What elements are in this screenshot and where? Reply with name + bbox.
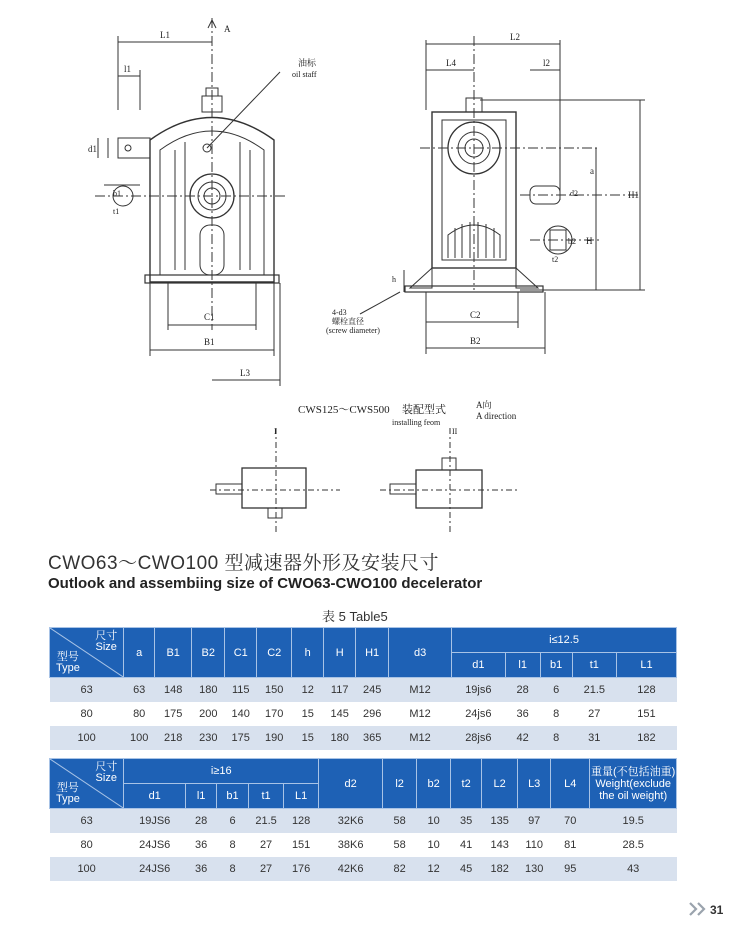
value-cell: 130 (518, 857, 551, 881)
model-cell: 100 (50, 726, 124, 750)
value-cell: 135 (482, 809, 518, 834)
value-cell: 28js6 (452, 726, 506, 750)
label-B2: B2 (470, 336, 481, 346)
double-chevron-icon (688, 902, 708, 916)
label-A: A (224, 24, 231, 34)
corner2-type-en: Type (56, 793, 80, 805)
header-H1: H1 (356, 628, 389, 678)
value-cell: 245 (356, 678, 389, 703)
label-bolt-en: (screw diameter) (326, 326, 380, 335)
model-cell: 100 (50, 857, 124, 881)
install-dir-cn: A向 (476, 400, 492, 410)
value-cell: 38K6 (319, 833, 383, 857)
corner-cell-2 (50, 759, 124, 809)
value-cell: M12 (389, 726, 452, 750)
value-cell: 8 (217, 833, 249, 857)
model-cell: 80 (50, 702, 124, 726)
header-C1: C1 (225, 628, 257, 678)
weight-line-2: Weight(exclude (595, 777, 671, 790)
corner-size-en: Size (95, 641, 117, 653)
value-cell: 32K6 (319, 809, 383, 834)
header2-d2: d2 (319, 759, 383, 809)
section-title-cn: CWO63～CWO100 型减速器外形及安装尺寸 (48, 553, 439, 574)
label-B1: B1 (204, 337, 215, 347)
model-cell: 63 (50, 809, 124, 834)
value-cell: 190 (257, 726, 292, 750)
value-cell: 175 (155, 702, 192, 726)
header2-L4: L4 (551, 759, 590, 809)
subheader2-d1: d1 (124, 784, 186, 809)
corner2-size-cn: 尺寸 (95, 761, 118, 773)
dimensions-table-2 (49, 758, 677, 881)
table-caption: 表 5 Table5 (322, 609, 388, 624)
label-t1: t1 (113, 207, 120, 216)
corner-size-cn: 尺寸 (95, 630, 118, 642)
value-cell: 41 (451, 833, 482, 857)
value-cell: 296 (356, 702, 389, 726)
value-cell: 10 (417, 809, 451, 834)
value-cell: 180 (324, 726, 356, 750)
install-mark-I: I (274, 427, 277, 436)
install-series: CWS125～CWS500 (298, 404, 390, 416)
header-a: a (124, 628, 155, 678)
value-cell: M12 (389, 702, 452, 726)
label-C1: C1 (204, 312, 215, 322)
value-cell: 58 (383, 809, 417, 834)
value-cell: 27 (249, 857, 284, 881)
header-C2: C2 (257, 628, 292, 678)
value-cell: 70 (551, 809, 590, 834)
value-cell: 12 (292, 678, 324, 703)
value-cell: 145 (324, 702, 356, 726)
value-cell: 150 (257, 678, 292, 703)
value-cell: 27 (572, 702, 616, 726)
value-cell: 42K6 (319, 857, 383, 881)
value-cell: 15 (292, 726, 324, 750)
subheader-l1: l1 (505, 653, 540, 678)
value-cell: 175 (225, 726, 257, 750)
value-cell: 151 (616, 702, 676, 726)
subheader2-t1: t1 (249, 784, 284, 809)
label-L3: L3 (240, 368, 250, 378)
value-cell: 117 (324, 678, 356, 703)
value-cell: 45 (451, 857, 482, 881)
header2-L3: L3 (518, 759, 551, 809)
label-oil-cn: 油标 (298, 58, 317, 68)
value-cell: 151 (284, 833, 319, 857)
value-cell: 6 (540, 678, 572, 703)
value-cell: 200 (192, 702, 225, 726)
model-cell: 63 (50, 678, 124, 703)
value-cell: 19.5 (590, 809, 677, 834)
value-cell: M12 (389, 678, 452, 703)
label-H: H (586, 236, 593, 246)
model-cell: 80 (50, 833, 124, 857)
value-cell: 128 (284, 809, 319, 834)
value-cell: 81 (551, 833, 590, 857)
table-1-body (50, 678, 677, 751)
label-t2: t2 (552, 255, 559, 264)
value-cell: 182 (482, 857, 518, 881)
corner-cell (50, 628, 124, 678)
label-bolt-cn: 螺栓直径 (332, 317, 364, 326)
value-cell: 110 (518, 833, 551, 857)
corner2-size-en: Size (95, 772, 117, 784)
label-h: h (392, 275, 396, 284)
subheader-L1: L1 (616, 653, 676, 678)
corner2-type-cn: 型号 (56, 782, 79, 794)
value-cell: 115 (225, 678, 257, 703)
value-cell: 128 (616, 678, 676, 703)
value-cell: 31 (572, 726, 616, 750)
subheader2-l1: l1 (186, 784, 217, 809)
value-cell: 15 (292, 702, 324, 726)
section-title-en: Outlook and assembiing size of CWO63-CWO100 decelerator (48, 575, 483, 592)
value-cell: 42 (505, 726, 540, 750)
dimensions-table-1 (49, 627, 677, 750)
value-cell: 21.5 (572, 678, 616, 703)
page-number: 31 (710, 903, 724, 917)
header-group-ratio-low: i≤12.5 (452, 628, 677, 653)
value-cell: 24JS6 (124, 833, 186, 857)
value-cell: 230 (192, 726, 225, 750)
label-l2: l2 (543, 58, 551, 68)
header-H: H (324, 628, 356, 678)
value-cell: 36 (505, 702, 540, 726)
label-d1: d1 (88, 144, 97, 154)
subheader-d1: d1 (452, 653, 506, 678)
install-en: installing feom (392, 418, 441, 427)
value-cell: 19js6 (452, 678, 506, 703)
header2-l2: l2 (383, 759, 417, 809)
value-cell: 148 (155, 678, 192, 703)
label-b1: b1 (113, 189, 121, 198)
value-cell: 28 (186, 809, 217, 834)
corner-type-en: Type (56, 662, 80, 674)
header2-L2: L2 (482, 759, 518, 809)
value-cell: 8 (540, 702, 572, 726)
header-group-ratio-high: i≥16 (124, 759, 319, 784)
label-d2: d2 (570, 189, 578, 198)
table-row (50, 857, 677, 881)
value-cell: 95 (551, 857, 590, 881)
value-cell: 21.5 (249, 809, 284, 834)
label-L2: L2 (510, 32, 520, 42)
value-cell: 218 (155, 726, 192, 750)
install-cn: 装配型式 (402, 404, 446, 416)
value-cell: 27 (249, 833, 284, 857)
label-l1: l1 (124, 64, 132, 74)
value-cell: 35 (451, 809, 482, 834)
value-cell: 8 (217, 857, 249, 881)
value-cell: 180 (192, 678, 225, 703)
value-cell: 12 (417, 857, 451, 881)
table-row (50, 678, 677, 703)
value-cell: 80 (124, 702, 155, 726)
table-row (50, 809, 677, 834)
corner-type-cn: 型号 (56, 651, 79, 663)
table-row (50, 726, 677, 750)
weight-line-3: the oil weight) (599, 789, 668, 802)
subheader-t1: t1 (572, 653, 616, 678)
label-L1: L1 (160, 30, 170, 40)
value-cell: 176 (284, 857, 319, 881)
value-cell: 10 (417, 833, 451, 857)
label-bolt-code: 4-d3 (332, 308, 347, 317)
value-cell: 19JS6 (124, 809, 186, 834)
value-cell: 170 (257, 702, 292, 726)
label-H1: H1 (628, 190, 639, 200)
header-d3: d3 (389, 628, 452, 678)
subheader-b1: b1 (540, 653, 572, 678)
header2-b2: b2 (417, 759, 451, 809)
table-row (50, 702, 677, 726)
header2-t2: t2 (451, 759, 482, 809)
table-2-body (50, 809, 677, 882)
subheader2-b1: b1 (217, 784, 249, 809)
value-cell: 182 (616, 726, 676, 750)
value-cell: 43 (590, 857, 677, 881)
value-cell: 58 (383, 833, 417, 857)
value-cell: 100 (124, 726, 155, 750)
label-C2: C2 (470, 310, 481, 320)
label-L4: L4 (446, 58, 456, 68)
label-b2: b2 (568, 237, 576, 246)
header-B1: B1 (155, 628, 192, 678)
header-h: h (292, 628, 324, 678)
value-cell: 36 (186, 833, 217, 857)
label-oil-en: oil staff (292, 70, 317, 79)
value-cell: 28 (505, 678, 540, 703)
value-cell: 63 (124, 678, 155, 703)
value-cell: 6 (217, 809, 249, 834)
value-cell: 143 (482, 833, 518, 857)
install-mark-II: II (452, 427, 458, 436)
value-cell: 24js6 (452, 702, 506, 726)
label-a: a (590, 166, 594, 176)
value-cell: 24JS6 (124, 857, 186, 881)
header-B2: B2 (192, 628, 225, 678)
value-cell: 97 (518, 809, 551, 834)
install-dir-en: A direction (476, 411, 517, 421)
table-row (50, 833, 677, 857)
value-cell: 8 (540, 726, 572, 750)
header2-weight (590, 759, 677, 809)
value-cell: 365 (356, 726, 389, 750)
value-cell: 82 (383, 857, 417, 881)
subheader2-L1: L1 (284, 784, 319, 809)
weight-line-1: 重量(不包括油重) (591, 765, 676, 778)
value-cell: 140 (225, 702, 257, 726)
value-cell: 28.5 (590, 833, 677, 857)
value-cell: 36 (186, 857, 217, 881)
